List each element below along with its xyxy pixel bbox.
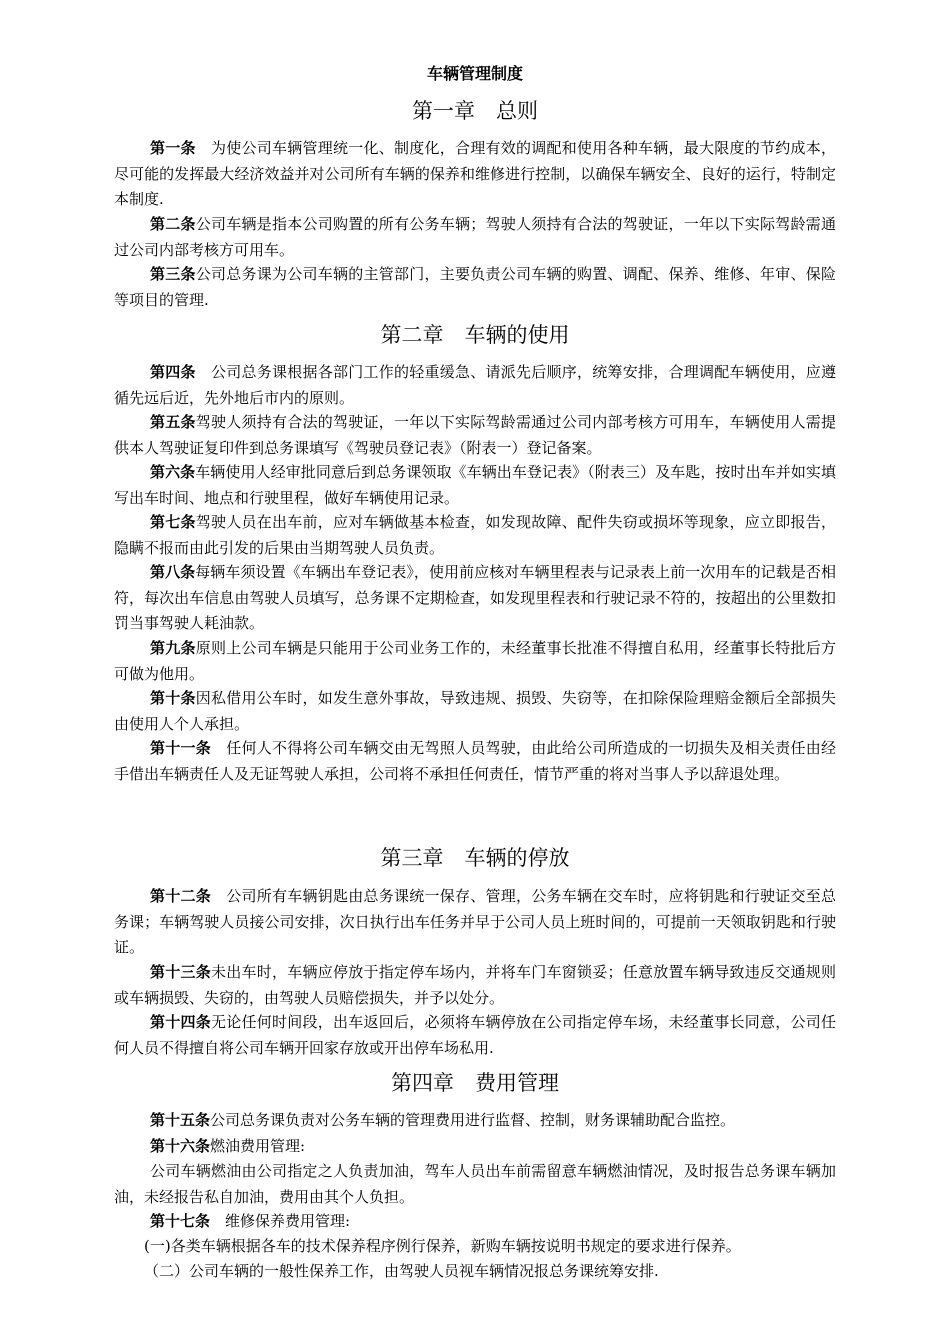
- article-16: [114, 1134, 836, 1160]
- article-number: 第九条: [150, 639, 196, 657]
- article-number: 第十一条: [150, 739, 211, 757]
- article-3: [114, 262, 836, 313]
- article-number: 第十六条: [150, 1137, 211, 1155]
- paragraph-text: 公司车辆燃油由公司指定之人负责加油，驾车人员出车前需留意车辆燃油情况，及时报告总务课车辆加油，未经报告私自加油，费用由其个人负担。: [114, 1162, 836, 1206]
- article-number: 第五条: [150, 413, 196, 431]
- article-8: [114, 560, 836, 637]
- article-text: 驾驶人须持有合法的驾驶证，一年以下实际驾龄需通过公司内部考核方可用车，车辆使用人需提供本人驾驶证复印件到总务课填写《驾驶员登记表》（附表一）登记备案。: [114, 413, 836, 457]
- chapter-3-heading: 第三章 车辆的停放: [380, 846, 570, 870]
- chapter-1-heading: 第一章 总则: [412, 99, 538, 123]
- article-text: 原则上公司车辆是只能用于公司业务工作的，未经董事长批准不得擅自私用，经董事长特批后方可做为他用。: [114, 639, 836, 683]
- article-number: 第十三条: [150, 963, 211, 981]
- article-text: 公司所有车辆钥匙由总务课统一保存、管理，公务车辆在交车时，应将钥匙和行驶证交至总务课；车辆驾驶人员接公司安排，次日执行出车任务并早于公司人员上班时间的，可提前一天领取钥匙和行驶证。: [114, 887, 836, 956]
- article-text: 维修保养费用管理:: [210, 1212, 351, 1230]
- article-6: [114, 460, 836, 511]
- article-13: [114, 960, 836, 1011]
- article-number: 第三条: [150, 265, 196, 283]
- article-9: [114, 636, 836, 687]
- article-2: [114, 212, 836, 263]
- article-number: 第六条: [150, 463, 196, 481]
- article-text: 公司车辆是指本公司购置的所有公务车辆；驾驶人须持有合法的驾驶证，一年以下实际驾龄需通过公司内部考核方可用车。: [114, 215, 836, 259]
- article-text: 公司总务课为公司车辆的主管部门，主要负责公司车辆的购置、调配、保养、维修、年审、保险等项目的管理.: [114, 265, 836, 309]
- article-text: 任何人不得将公司车辆交由无驾照人员驾驶，由此给公司所造成的一切损失及相关责任由经手借出车辆责任人及无证驾驶人承担，公司将不承担任何责任，情节严重的将对当事人予以辞退处理。: [114, 739, 836, 783]
- article-10: [114, 686, 836, 737]
- article-14: [114, 1010, 836, 1061]
- article-number: 第十五条: [150, 1111, 211, 1129]
- chapter-4-heading: 第四章 费用管理: [391, 1071, 559, 1095]
- article-17: [114, 1209, 836, 1235]
- article-number: 第一条: [150, 139, 196, 157]
- article-number: 第十四条: [150, 1013, 211, 1031]
- article-text: 驾驶人员在出车前，应对车辆做基本检查，如发现故障、配件失窃或损坏等现象，应立即报告，隐瞒不报而由此引发的后果由当期驾驶人员负责。: [114, 513, 836, 557]
- article-number: 第七条: [150, 513, 196, 531]
- article-number: 第八条: [150, 563, 196, 581]
- article-text: 未出车时，车辆应停放于指定停车场内，并将车门车窗锁妥；任意放置车辆导致违反交通规则或车辆损毁、失窃的，由驾驶人员赔偿损失，并予以处分。: [114, 963, 836, 1007]
- article-text: 公司总务课根据各部门工作的轻重缓急、请派先后顺序，统筹安排，合理调配车辆使用，应遵循先远后近，先外地后市内的原则。: [114, 363, 836, 407]
- article-7: [114, 510, 836, 561]
- article-number: 第十七条: [150, 1212, 211, 1230]
- article-16-detail: [114, 1159, 836, 1210]
- paragraph-text: (一)各类车辆根据各车的技术保养程序例行保养，新购车辆按说明书规定的要求进行保养。: [144, 1237, 741, 1255]
- article-text: 车辆使用人经审批同意后到总务课领取《车辆出车登记表》（附表三）及车匙，按时出车并如实填写出车时间、地点和行驶里程，做好车辆使用记录。: [114, 463, 836, 507]
- article-number: 第十条: [150, 689, 196, 707]
- article-number: 第十二条: [150, 887, 211, 905]
- article-text: 因私借用公车时，如发生意外事故，导致违规、损毁、失窃等，在扣除保险理赔金额后全部损失由使用人个人承担。: [114, 689, 836, 733]
- chapter-2-heading: 第二章 车辆的使用: [380, 323, 570, 347]
- paragraph-text: （二）公司车辆的一般性保养工作，由驾驶人员视车辆情况报总务课统筹安排.: [144, 1262, 659, 1280]
- article-text: 无论任何时间段，出车返回后，必须将车辆停放在公司指定停车场，未经董事长同意，公司任何人员不得擅自将公司车辆开回家存放或开出停车场私用.: [114, 1013, 836, 1057]
- article-5: [114, 410, 836, 461]
- article-number: 第四条: [150, 363, 196, 381]
- article-17-item-2: [114, 1259, 836, 1285]
- article-text: 公司总务课负责对公务车辆的管理费用进行监督、控制，财务课辅助配合监控。: [210, 1111, 736, 1129]
- article-17-item-1: [114, 1234, 836, 1260]
- article-number: 第二条: [150, 215, 196, 233]
- article-12: [114, 884, 836, 961]
- article-text: 为使公司车辆管理统一化、制度化，合理有效的调配和使用各种车辆，最大限度的节约成本，尽可能的发挥最大经济效益并对公司所有车辆的保养和维修进行控制，以确保车辆安全、良好的运行，特制定本制度.: [114, 139, 836, 208]
- article-4: [114, 360, 836, 411]
- article-11: [114, 736, 836, 787]
- article-15: [114, 1108, 836, 1134]
- article-text: 每辆车须设置《车辆出车登记表》，使用前应核对车辆里程表与记录表上前一次用车的记载是否相符，每次出车信息由驾驶人员填写，总务课不定期检查，如发现里程表和行驶记录不符的，按超出的公里数扣罚当事驾驶人耗油款。: [114, 563, 836, 632]
- document-title: 车辆管理制度: [426, 64, 523, 83]
- article-text: 燃油费用管理:: [210, 1137, 306, 1155]
- article-1: [114, 136, 836, 213]
